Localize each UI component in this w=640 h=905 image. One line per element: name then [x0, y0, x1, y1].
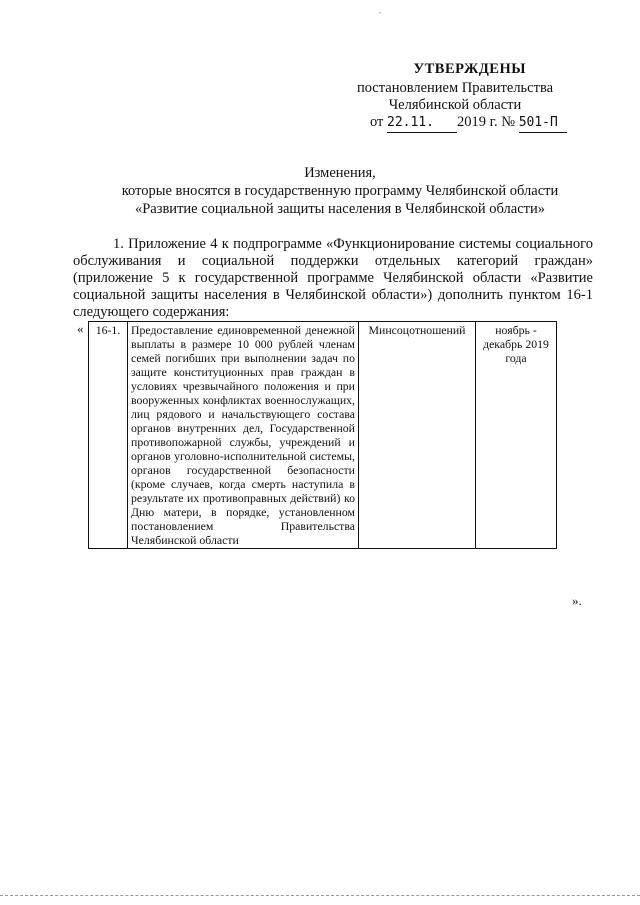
approval-line-2: Челябинской области: [388, 97, 522, 113]
approval-year-text: 2019 г. №: [457, 114, 516, 130]
heading-line-1: Изменения,: [304, 165, 376, 181]
table-row: [89, 322, 557, 549]
table-quote-open: «: [77, 321, 84, 336]
cell-description: Предоставление единовременной денежной выплаты в размере 10 000 рублей членам семей погибших при выполнении задач по защите конституционных прав граждан в условиях чрезвычайного положения и при вооруженных конфликтах военнослужащих, лиц рядового и начальствующего состава органов внутренних дел, Государственной противопожарной службы, учреждений и органов уголовно-исполнительной системы, органов государственной безопасности (кроме случаев, когда смерть наступила в результате их противоправных действий) ко Дню матери, в порядке, установленном постановлением Правительства Челябинской области: [128, 322, 359, 549]
approval-date: 22.11.: [387, 114, 457, 133]
cell-period: ноябрь - декабрь 2019 года: [476, 322, 557, 549]
approval-date-line: [370, 113, 590, 133]
table-quote-close: ».: [572, 593, 582, 608]
addition-table: [88, 321, 557, 549]
body-paragraph-text: 1. Приложение 4 к подпрограмме «Функционирование системы социального обслуживания и социальной поддержки отдельных категорий граждан» (приложение 5 к государственной программе Челябинской области «Развитие социальной защиты населения в Челябинской области») дополнить пунктом 16-1 следующего содержания:: [73, 236, 593, 320]
cell-number: 16-1.: [89, 322, 128, 549]
approval-number: 501-П: [519, 114, 567, 133]
heading-line-3: «Развитие социальной защиты населения в Челябинской области»: [134, 201, 545, 217]
page-bottom-edge: [0, 895, 640, 896]
approval-title: УТВЕРЖДЕНЫ: [413, 61, 526, 77]
scan-mark: ": [379, 12, 382, 18]
body-paragraph: [73, 236, 593, 321]
approval-line-1: постановлением Правительства: [356, 80, 554, 96]
heading-line-2: которые вносятся в государственную программу Челябинской области: [121, 183, 559, 199]
cell-executor: Минсоцотношений: [359, 322, 476, 549]
approval-from-prefix: от: [370, 114, 384, 130]
